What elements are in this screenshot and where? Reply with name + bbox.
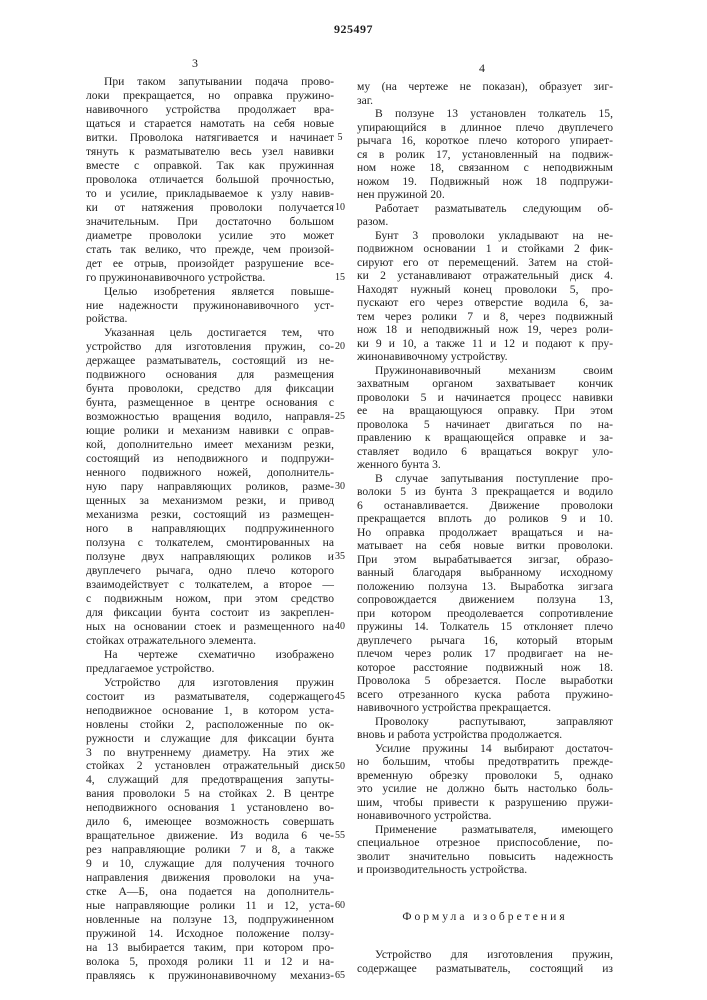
text-line: пружины 14. Толкатель 15 отклоняет плечо — [357, 620, 613, 634]
text-line: стать так велико, что прежде, чем произой- — [86, 243, 334, 257]
right-text-column — [357, 80, 613, 877]
line-number: 5 — [330, 131, 350, 145]
formula-heading: Формула изобретения — [357, 910, 613, 923]
text-line: сируют его от перемещений. Затем на стой- — [357, 256, 613, 270]
line-number: 25 — [330, 410, 350, 424]
text-line: жинонавивочному устройству. — [357, 350, 613, 364]
text-line: ползуна с толкателем, смонтированных на — [86, 536, 334, 550]
page-number-left: 3 — [192, 56, 198, 71]
text-line: всего отрезанного куска работа пружино- — [357, 688, 613, 702]
text-line: проволока 5 начинает двигаться по на- — [357, 418, 613, 432]
text-line: вращательное движение. Из водила 6 че- — [86, 829, 334, 843]
line-number: 55 — [330, 829, 350, 843]
text-line: упирающийся в длинное плечо двуплечего — [357, 121, 613, 135]
text-line: матывает на себя новые витки проволоки. — [357, 539, 613, 553]
paragraph — [357, 472, 613, 715]
text-line: ных на основании стоек и размещенного на — [86, 620, 334, 634]
paragraph — [86, 285, 334, 327]
text-line: навивочного устройства прекращается. — [357, 701, 613, 715]
text-line: сопровождается движением ползуна 13, — [357, 593, 613, 607]
text-line: ном ноже 18, связанном с неподвижным — [357, 161, 613, 175]
text-line: значительным. При достаточно большом — [86, 215, 334, 229]
text-line: стойках отражательного элемента. — [86, 634, 334, 648]
text-line: бунта проволоки, средство для фиксации — [86, 382, 334, 396]
text-line: новленные на ползуне 13, подпружиненном — [86, 913, 334, 927]
paragraph — [357, 948, 613, 976]
line-number: 15 — [330, 271, 350, 285]
text-line: го пружинонавивочного устройства. — [86, 271, 334, 285]
text-line: ные направляющие ролики 11 и 12, уста- — [86, 899, 334, 913]
text-line: пружиной 14. Исходное положение ползу- — [86, 927, 334, 941]
text-line: это усилие не должно быть настолько боль- — [357, 782, 613, 796]
text-line: ненного подвижного ножей, дополнитель- — [86, 466, 334, 480]
text-line: двуплечего рычага 16, который вторым — [357, 634, 613, 648]
text-line: ки от натяжения проволоки получается — [86, 201, 334, 215]
text-line: волоки 5 из бунта 3 прекращается и водило — [357, 485, 613, 499]
page-number-right: 4 — [479, 61, 485, 76]
text-line: дет ее отрыв, произойдет разрушение все- — [86, 257, 334, 271]
text-line: специальное отрезное приспособление, по- — [357, 836, 613, 850]
text-line: При таком запутывании подача прово- — [86, 75, 334, 89]
text-line: двуплечего рычага, одно плечо которого — [86, 564, 334, 578]
text-line: Усилие пружины 14 выбирают достаточ- — [357, 742, 613, 756]
line-number: 10 — [330, 201, 350, 215]
left-text-column — [86, 75, 334, 983]
text-line: 9 и 10, служащие для получения точного — [86, 857, 334, 871]
text-line: ванный благодаря выбранному исходному — [357, 566, 613, 580]
text-line: В случае запутывания поступление про- — [357, 472, 613, 486]
text-line: захватным органом захватывает кончик — [357, 377, 613, 391]
paragraph — [357, 202, 613, 229]
text-line: с подвижным ножом, при этом средство — [86, 592, 334, 606]
line-number: 40 — [330, 620, 350, 634]
text-line: вновь и работа устройства продолжается. — [357, 728, 613, 742]
text-line: новлены стойки 2, расположенные по ок- — [86, 718, 334, 732]
text-line: прекращается вплоть до роликов 9 и 10. — [357, 512, 613, 526]
text-line: ся в ролик 17, установленный на подвиж- — [357, 148, 613, 162]
text-line: вместе с оправкой. Так как пружинная — [86, 159, 334, 173]
text-line: взаимодействует с толкателем, а второе — — [86, 578, 334, 592]
text-line: ножом 19. Подвижный нож 18 подпружи- — [357, 175, 613, 189]
text-line: волока 5, проходя ролики 11 и 12 и на- — [86, 955, 334, 969]
text-line: му (на чертеже не показан), образует зиг- — [357, 80, 613, 94]
text-line: которое расстояние подвижный нож 18. — [357, 661, 613, 675]
paragraph — [357, 107, 613, 202]
text-line: механизма резки, состоящий из размещен- — [86, 508, 334, 522]
text-line: но большим, чтобы предотвратить прежде- — [357, 755, 613, 769]
paragraph — [86, 326, 334, 647]
text-line: устройство для изготовления пружин, со- — [86, 340, 334, 354]
text-line: Пружинонавивочный механизм своим — [357, 364, 613, 378]
text-line: 4, служащий для предотвращения запуты- — [86, 773, 334, 787]
line-number: 45 — [330, 690, 350, 704]
text-line: правлению к вращающейся оправке и за- — [357, 431, 613, 445]
text-line: нен пружиной 20. — [357, 188, 613, 202]
text-line: возможностью вращения водило, направля- — [86, 410, 334, 424]
paragraph — [357, 229, 613, 364]
text-line: на 13 выбирается таким, при котором про- — [86, 941, 334, 955]
paragraph — [357, 742, 613, 823]
text-line: ного в направляющих подпружиненного — [86, 522, 334, 536]
paragraph — [357, 364, 613, 472]
text-line: Бунт 3 проволоки укладывают на не- — [357, 229, 613, 243]
text-line: ки 2 устанавливают отражательный диск 4. — [357, 269, 613, 283]
text-line: Целью изобретения является повыше- — [86, 285, 334, 299]
patent-number: 925497 — [0, 22, 707, 37]
text-line: ройства. — [86, 312, 334, 326]
text-line: витки. Проволока натягивается и начинает — [86, 131, 334, 145]
text-line: ее на вращающуюся оправку. При этом — [357, 404, 613, 418]
paragraph — [86, 75, 334, 285]
text-line: держащее разматыватель, состоящий из не- — [86, 354, 334, 368]
text-line: локи прекращается, но оправка пружино- — [86, 89, 334, 103]
text-line: навивочного устройства продолжает вра- — [86, 103, 334, 117]
text-line: направления движения проволоки на уча- — [86, 871, 334, 885]
text-line: подвижного основания для размещения — [86, 368, 334, 382]
text-line: На чертеже схематично изображено — [86, 648, 334, 662]
text-line: Указанная цель достигается тем, что — [86, 326, 334, 340]
text-line: ние надежности пружинонавивочного уст- — [86, 299, 334, 313]
text-line: ющие ролики и механизм навивки с оправ- — [86, 424, 334, 438]
text-line: положению ползуна 13. Выработка зигзага — [357, 580, 613, 594]
text-line: проволоки 5 и начинается процесс навивки — [357, 391, 613, 405]
paragraph — [357, 80, 613, 107]
text-line: заг. — [357, 94, 613, 108]
text-line: вания проволоки 5 на стойках 2. В центре — [86, 787, 334, 801]
text-line: ружности и служащие для фиксации бунта — [86, 732, 334, 746]
text-line: 3 по внутреннему диаметру. На этих же — [86, 746, 334, 760]
text-line: пускают его через отверстие водила 6, за- — [357, 296, 613, 310]
text-line: стойках 2 установлен отражательный диск — [86, 759, 334, 773]
paragraph — [357, 715, 613, 742]
line-number: 50 — [330, 760, 350, 774]
line-number: 35 — [330, 550, 350, 564]
text-line: тянуть к разматывателю весь узел навивки — [86, 145, 334, 159]
text-line: ную пару направляющих роликов, разме- — [86, 480, 334, 494]
text-line: Работает разматыватель следующим об- — [357, 202, 613, 216]
line-number: 65 — [330, 969, 350, 983]
text-line: ползуне двух направляющих роликов и — [86, 550, 334, 564]
text-line: Устройство для изготовления пружин — [86, 676, 334, 690]
text-line: и производительность устройства. — [357, 863, 613, 877]
text-line: то и усилие, прикладываемое к узлу навив- — [86, 187, 334, 201]
text-line: правляясь к пружинонавивочному механиз- — [86, 969, 334, 983]
text-line: Проволоку распутывают, заправляют — [357, 715, 613, 729]
text-line: Находят нужный конец проволоки 5, про- — [357, 283, 613, 297]
text-line: нож 18 и неподвижный нож 19, через роли- — [357, 323, 613, 337]
text-line: стке А—Б, она подается на дополнитель- — [86, 885, 334, 899]
text-line: шим, чтобы привести к разрушению пружи- — [357, 796, 613, 810]
text-line: Проволока 5 обрезается. После выработки — [357, 674, 613, 688]
text-line: для фиксации бунта состоит из закреплен- — [86, 606, 334, 620]
text-line: зволит значительно повысить надежность — [357, 850, 613, 864]
text-line: подвижном основании 1 и стойками 2 фик- — [357, 242, 613, 256]
text-line: плечом через ролик 17 продвигает на не- — [357, 647, 613, 661]
claims-text — [357, 948, 613, 976]
text-line: Устройство для изготовления пружин, — [357, 948, 613, 962]
text-line: ки 9 и 10, а также 11 и 12 и подают к пру- — [357, 337, 613, 351]
text-line: дило 6, имеющее возможность совершать — [86, 815, 334, 829]
text-line: женного бунта 3. — [357, 458, 613, 472]
line-number: 30 — [330, 480, 350, 494]
paragraph — [357, 823, 613, 877]
text-line: разом. — [357, 215, 613, 229]
text-line: рез направляющие ролики 7 и 8, а также — [86, 843, 334, 857]
text-line: тем через ролики 7 и 8, через подвижный — [357, 310, 613, 324]
text-line: щенных за механизмом резки, и привод — [86, 494, 334, 508]
text-line: Применение разматывателя, имеющего — [357, 823, 613, 837]
text-line: временную обрезку проволоки 5, однако — [357, 769, 613, 783]
text-line: неподвижное основание 1, в котором уста- — [86, 704, 334, 718]
text-line: щаться и старается намотать на себя новые — [86, 117, 334, 131]
text-line: бунта, размещенное в центре основания с — [86, 396, 334, 410]
text-line: При этом вырабатывается зигзаг, образо- — [357, 553, 613, 567]
text-line: неподвижного основания 1 установлено во- — [86, 801, 334, 815]
text-line: кой, дополнительно имеет механизм резки, — [86, 438, 334, 452]
text-line: состоящий из неподвижного и подпружи- — [86, 452, 334, 466]
text-line: Но оправка продолжает вращаться и на- — [357, 526, 613, 540]
line-number: 60 — [330, 899, 350, 913]
text-line: нонавивочного устройства. — [357, 809, 613, 823]
text-line: 6 останавливается. Движение проволоки — [357, 499, 613, 513]
text-line: ставляет водило 6 вращаться вокруг уло- — [357, 445, 613, 459]
text-line: состоит из разматывателя, содержащего — [86, 690, 334, 704]
text-line: содержащее разматыватель, состоящий из — [357, 962, 613, 976]
text-line: В ползуне 13 установлен толкатель 15, — [357, 107, 613, 121]
text-line: предлагаемое устройство. — [86, 662, 334, 676]
text-line: диаметре проволоки усилие это может — [86, 229, 334, 243]
text-line: при котором преодолевается сопротивление — [357, 607, 613, 621]
line-number: 20 — [330, 340, 350, 354]
text-line: проволока отличается большой прочностью, — [86, 173, 334, 187]
paragraph — [86, 648, 334, 676]
text-line: рычага 16, короткое плечо которого упирает- — [357, 134, 613, 148]
paragraph — [86, 676, 334, 983]
